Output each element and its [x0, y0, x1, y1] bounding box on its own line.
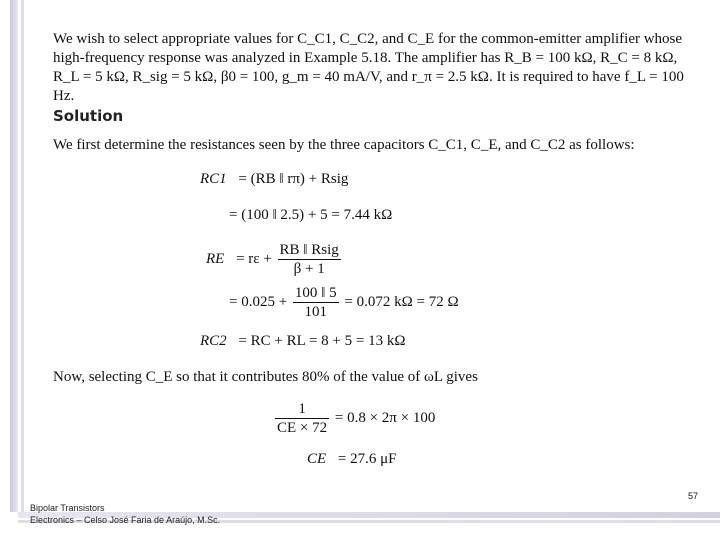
- intro-line-1: We wish to select appropriate values for C_C1, C_C2, and C_E for the common-emitter amplifier whose: [53, 31, 683, 47]
- solution-heading: Solution: [53, 107, 124, 125]
- re-value-prefix: = 0.025 +: [229, 293, 288, 310]
- re-value-numerator: 100 ‖ 5: [294, 285, 337, 301]
- left-decor-line: [21, 0, 24, 512]
- re-denominator: β + 1: [293, 261, 325, 277]
- ce-result-rhs: = 27.6 μF: [337, 451, 397, 467]
- solution-intro: We first determine the resistances seen by the three capacitors C_C1, C_E, and C_C2 as follows:: [53, 137, 635, 153]
- ce-rhs: = 0.8 × 2π × 100: [334, 409, 436, 426]
- intro-line-2: high-frequency response was analyzed in Example 5.18. The amplifier has R_B = 100 kΩ, R_C = 8 kΩ,: [53, 50, 678, 66]
- intro-line-3: R_L = 5 kΩ, R_sig = 5 kΩ, β0 = 100, g_m = 40 mA/V, and r_π = 2.5 kΩ. It is required to have f_L = 100 Hz.: [53, 69, 684, 104]
- ce-denominator: CE × 72: [277, 420, 328, 436]
- re-equation: [206, 241, 343, 278]
- rc2-lhs: RC2: [200, 333, 227, 349]
- page-number: 57: [688, 491, 699, 501]
- rc2-equation: [200, 333, 406, 350]
- re-value-result: = 0.072 kΩ = 72 Ω: [344, 293, 459, 310]
- ce-equation: [273, 400, 435, 437]
- re-value-denominator: 101: [304, 304, 328, 320]
- re-fraction: [278, 241, 341, 278]
- re-lhs: RE: [206, 250, 225, 267]
- left-decor-bar: [10, 0, 18, 512]
- ce-result-lhs: CE: [307, 451, 327, 467]
- ce-result: [307, 451, 397, 468]
- ce-numerator: 1: [275, 400, 329, 419]
- re-value-equation: [229, 284, 459, 321]
- rc2-rhs: = RC + RL = 8 + 5 = 13 kΩ: [238, 333, 406, 349]
- ce-fraction: [275, 400, 329, 437]
- rc1-value: = (100 ‖ 2.5) + 5 = 7.44 kΩ: [229, 207, 393, 223]
- selection-text: Now, selecting C_E so that it contributes 80% of the value of ωL gives: [53, 369, 478, 385]
- re-prefix: = rε +: [236, 250, 272, 267]
- re-numerator: RB ‖ Rsig: [279, 242, 339, 258]
- rc1-rhs: = (RB ‖ rπ) + Rsig: [238, 171, 349, 187]
- footer-line-1: Bipolar Transistors: [30, 503, 105, 513]
- footer-line-2: Electronics – Celso José Faria de Araújo, M.Sc.: [30, 515, 221, 525]
- re-value-fraction: [293, 284, 339, 321]
- rc1-equation: [200, 171, 348, 188]
- rc1-lhs: RC1: [200, 171, 227, 187]
